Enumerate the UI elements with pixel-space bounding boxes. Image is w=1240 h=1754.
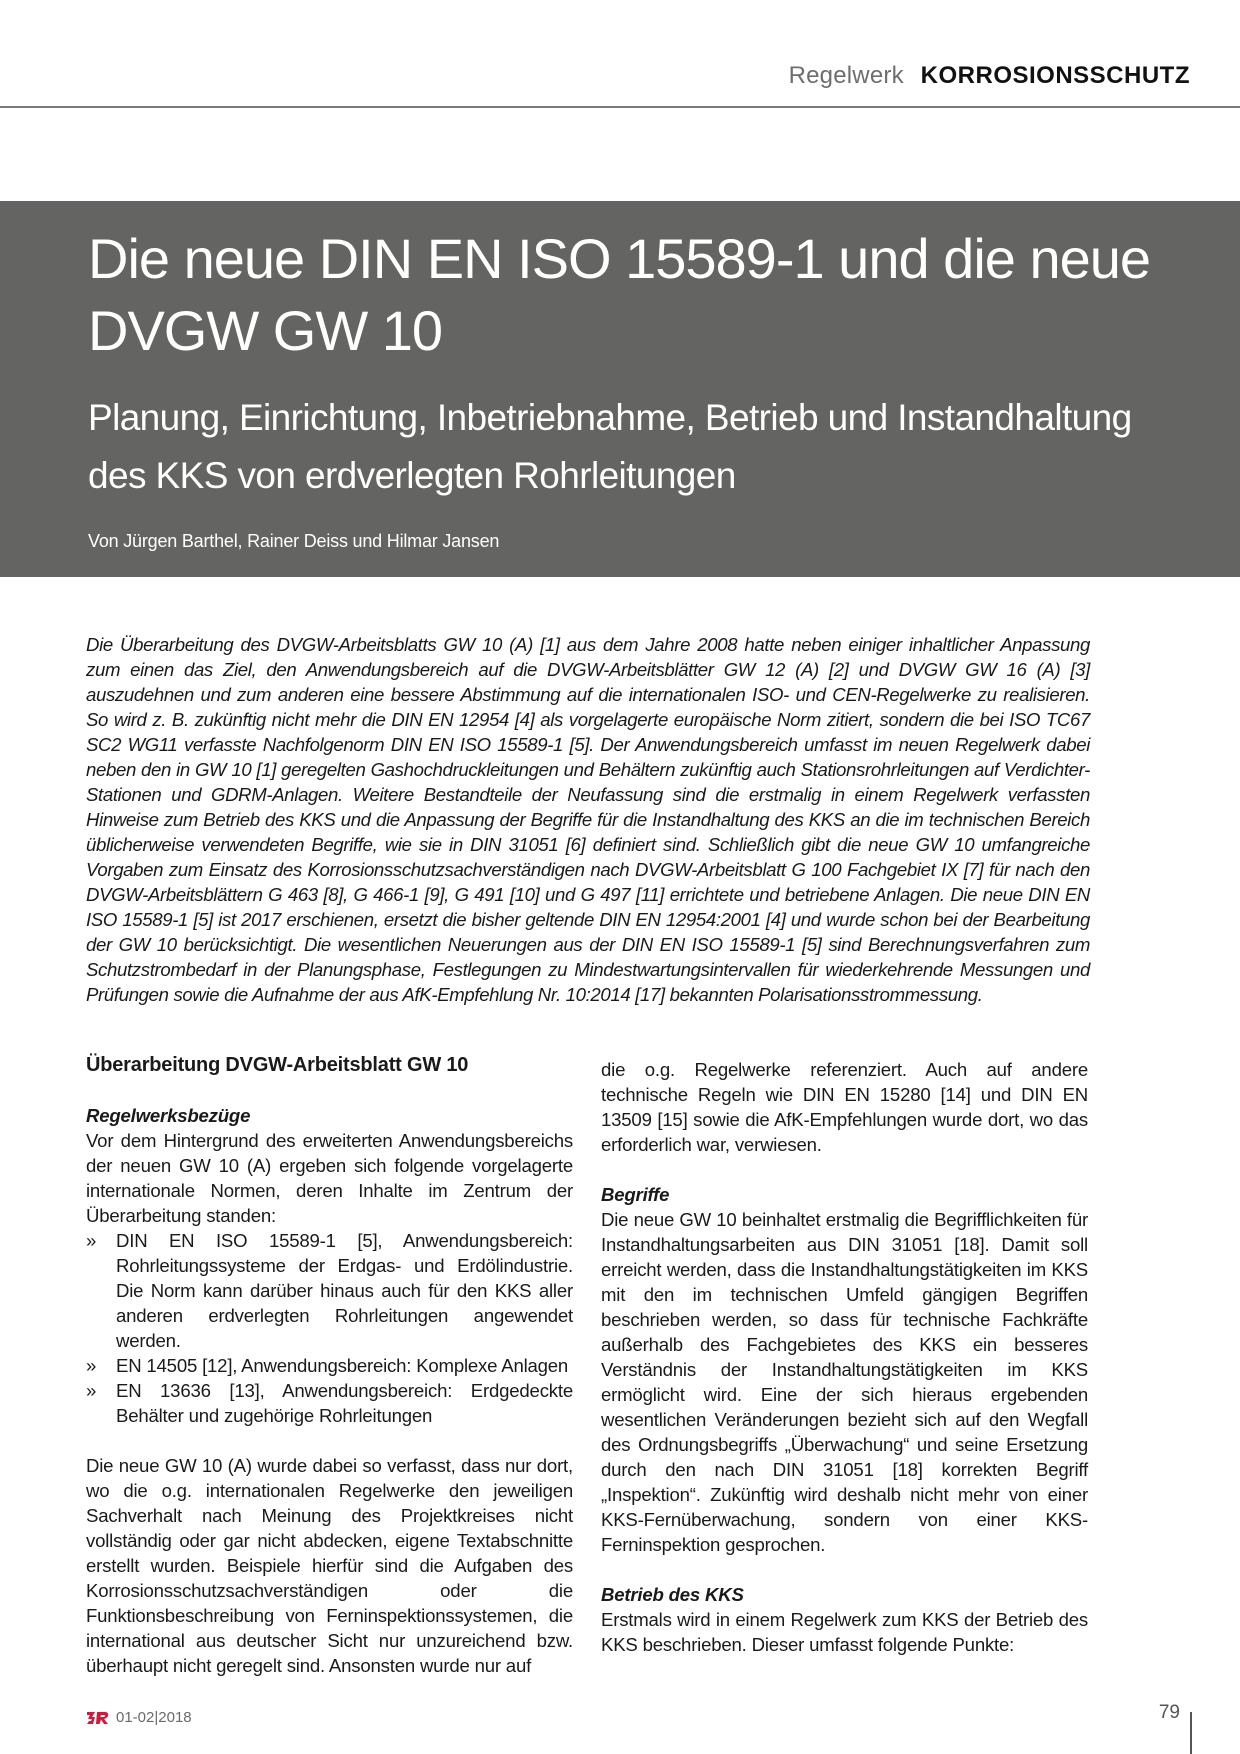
section-heading: Überarbeitung DVGW-Arbeitsblatt GW 10 bbox=[86, 1054, 469, 1076]
right-column bbox=[601, 1057, 1088, 1657]
paragraph: Vor dem Hintergrund des erweiterten Anwendungsbereichs der neuen GW 10 (A) ergeben sich folgende vorgelagerte internationale Normen, deren Inhalte im Zentrum der Überarbeitung standen: bbox=[86, 1130, 573, 1226]
footer-issue bbox=[86, 1709, 192, 1726]
list-item bbox=[86, 1378, 573, 1428]
list-item bbox=[86, 1228, 573, 1353]
article-subtitle: Planung, Einrichtung, Inbetriebnahme, Betrieb und Instandhaltung des KKS von erdverlegten Rohrleitungen bbox=[88, 397, 1132, 496]
paragraph: Erstmals wird in einem Regelwerk zum KKS der Betrieb des KKS beschrieben. Dieser umfasst folgende Punkte: bbox=[601, 1609, 1088, 1655]
running-head-section: Regelwerk bbox=[788, 62, 904, 89]
article-abstract: Die Überarbeitung des DVGW-Arbeitsblatts GW 10 (A) [1] aus dem Jahre 2008 hatte neben einiger inhaltlicher Anpassung zum einen das Ziel, den Anwendungsbereich auf die DVGW-Arbeitsblätter GW 12 (A) [2] und DVGW GW 16 (A) [3] auszudehnen und zum anderen eine bessere Abstimmung auf die internationalen ISO- und CEN-Regelwerke zu realisieren. So wird z. B. zukünftig nicht mehr die DIN EN 12954 [4] als vorgelagerte europäische Norm zitiert, sondern die bei ISO TC67 SC2 WG11 verfasste Nachfolgenorm DIN EN ISO 15589-1 [5]. Der Anwendungsbereich umfasst im neuen Regelwerk dabei neben den in GW 10 [1] geregelten Gashochdruckleitungen und Behältern zukünftig auch Stationsrohrleitungen auf Verdichter-Stationen und GDRM-Anlagen. Weitere Bestandteile der Neufassung sind die erstmalig in einem Regelwerk verfassten Hinweise zum Betrieb des KKS und die Anpassung der Begriffe für die Instandhaltung des KKS an die im technischen Bereich üblicherweise verwendeten Begriffe, wie sie in DIN 31051 [6] definiert sind. Schließlich gibt die neue GW 10 umfangreiche Vorgaben zum Einsatz des Korrosionsschutzsachverständigen nach DVGW-Arbeitsblatt G 100 Fachgebiet IX [7] für nach den DVGW-Arbeitsblättern G 463 [8], G 466-1 [9], G 491 [10] und G 497 [11] errichtete und betriebene Anlagen. Die neue DIN EN ISO 15589-1 [5] ist 2017 erschienen, ersetzt die bisher geltende DIN EN 12954:2001 [4] und wurde schon bei der Bearbeitung der GW 10 berücksichtigt. Die wesentlichen Neuerungen aus der DIN EN ISO 15589-1 [5] sind Berechnungsverfahren zum Schutzstrombedarf in der Planungsphase, Festlegungen zu Mindestwartungsintervallen für wiederkehrende Messungen und Prüfungen sowie die Aufnahme der aus AfK-Empfehlung Nr. 10:2014 [17] bekannten Polarisationsstrommessung. bbox=[86, 634, 1090, 1005]
title-band bbox=[0, 201, 1240, 577]
header-divider bbox=[0, 106, 1240, 108]
page-number: 79 bbox=[1158, 1702, 1180, 1723]
paragraph: Die neue GW 10 beinhaltet erstmalig die Begrifflichkeiten für Instandhaltungsarbeiten aus DIN 31051 [18]. Damit soll erreicht werden, dass die Instandhaltungstätigkeiten im KKS mit den im technischen Umfeld gängigen Begriffen beschrieben werden, so dass für technische Fachkräfte außerhalb des Fachgebietes des KKS ein besseres Verständnis der Instandhaltungstätigkeiten im KKS ermöglicht wird. Eine der sich hieraus ergebenden wesentlichen Veränderungen bezieht sich auf den Wegfall des Ordnungsbegriffs „Überwachung“ und seine Ersetzung durch den nach DIN 31051 [18] korrekten Begriff „Inspektion“. Zukünftig wird deshalb nicht mehr von einer KKS-Fernüberwachung, sondern von einer KKS-Ferninspektion gesprochen. bbox=[601, 1209, 1088, 1555]
paragraph: die o.g. Regelwerke referenziert. Auch auf andere technische Regeln wie DIN EN 15280 [14] und DIN EN 13509 [15] sowie die AfK-Empfehlungen wurde dort, wo das erforderlich war, verwiesen. bbox=[601, 1059, 1088, 1155]
issue-label: 01-02|2018 bbox=[116, 1709, 192, 1726]
running-head-topic: KORROSIONSSCHUTZ bbox=[920, 62, 1190, 89]
bullet-glyph-icon: » bbox=[86, 1380, 97, 1401]
running-head bbox=[789, 62, 1190, 90]
footer-divider bbox=[1190, 1712, 1192, 1754]
list-item-text: DIN EN ISO 15589-1 [5], Anwendungsbereich: Rohrleitungssysteme der Erdgas- und Erdölindustrie. Die Norm kann darüber hinaus auch für den KKS aller anderen erdverlegten Rohrleitungen angewendet werden. bbox=[116, 1230, 573, 1351]
article-title: Die neue DIN EN ISO 15589-1 und die neue DVGW GW 10 bbox=[88, 227, 1151, 362]
list-item-text: EN 14505 [12], Anwendungsbereich: Komplexe Anlagen bbox=[116, 1355, 569, 1376]
bullet-glyph-icon: » bbox=[86, 1355, 97, 1376]
bullet-list bbox=[86, 1228, 573, 1428]
list-item bbox=[86, 1353, 573, 1378]
subsection-heading: Regelwerksbezüge bbox=[86, 1105, 251, 1126]
article-byline: Von Jürgen Barthel, Rainer Deiss und Hilmar Jansen bbox=[88, 531, 500, 551]
list-item-text: EN 13636 [13], Anwendungsbereich: Erdgedeckte Behälter und zugehörige Rohrleitungen bbox=[116, 1380, 573, 1426]
subsection-heading: Begriffe bbox=[601, 1184, 670, 1205]
3r-logo-icon bbox=[86, 1710, 110, 1726]
bullet-glyph-icon: » bbox=[86, 1230, 97, 1251]
paragraph: Die neue GW 10 (A) wurde dabei so verfasst, dass nur dort, wo die o.g. internationalen Regelwerke den jeweiligen Sachverhalt nach Meinung des Projektkreises nicht vollständig oder gar nicht abdecken, eigene Textabschnitte erstellt wurden. Beispiele hierfür sind die Aufgaben des Korrosionsschutzsachverständigen oder die Funktionsbeschreibung von Ferninspektionssystemen, die international aus deutscher Sicht nur unzureichend bzw. überhaupt nicht geregelt sind. Ansonsten wurde nur auf bbox=[86, 1455, 573, 1676]
subsection-heading: Betrieb des KKS bbox=[601, 1584, 744, 1605]
left-column bbox=[86, 1052, 573, 1678]
